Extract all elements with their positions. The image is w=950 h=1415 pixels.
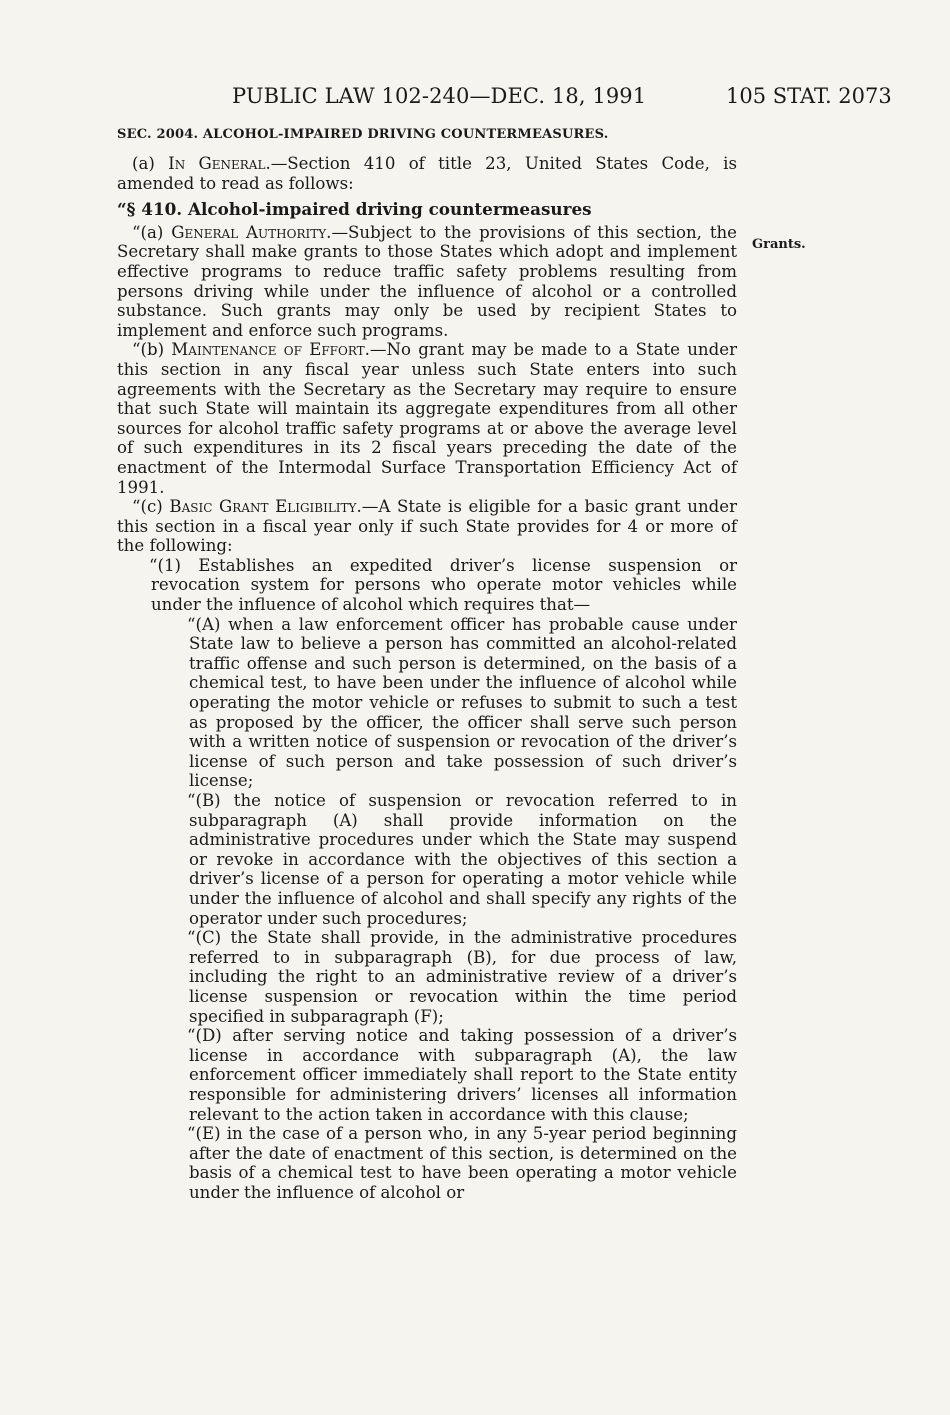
subparagraph-D-text: “(D) after serving notice and taking possession of a driver’s license in accordance with subparagraph (A), the law enforcement officer immediately shall report to the State entity responsible for administering drivers’ licenses all information relevant to the action taken in accordance with this clause; [187, 1026, 737, 1124]
section-410-heading: “§ 410. Alcohol-impaired driving countermeasures [117, 199, 592, 220]
subsection-c [117, 497, 737, 556]
subparagraph-B-text: “(B) the notice of suspension or revocation referred to in subparagraph (A) shall provide information on the administrative procedures under which the State may suspend or revoke in accordance with the objectives of this section a driver’s license of a person for operating a motor vehicle while under the influence of alcohol and shall specify any rights of the operator under such procedures; [187, 791, 737, 928]
running-header-page-number: 105 STAT. 2073 [726, 84, 892, 108]
subparagraph-A [117, 615, 737, 791]
subparagraph-D [117, 1026, 737, 1124]
subsection-b [117, 340, 737, 497]
subparagraph-C [117, 928, 737, 1026]
paragraph-a-open: (a) [132, 154, 169, 173]
subsection-a-text: .—Subject to the provisions of this section, the Secretary shall make grants to those States which adopt and implement effective programs to reduce traffic safety problems resulting from persons driving while under the influence of alcohol or a controlled substance. Such grants may only be used by recipient States to implement and enforce such programs. [117, 222, 737, 340]
subparagraph-B [117, 791, 737, 928]
subsection-b-text: .—No grant may be made to a State under this section in any fiscal year unless such State enters into such agreements with the Secretary as the Secretary may require to ensure that such State will maintain its aggregate expenditures from all other sources for alcohol traffic safety programs at or above the average level of such expenditures in its 2 fiscal years preceding the date of the enactment of the Intermodal Surface Transportation Efficiency Act of 1991. [117, 340, 737, 497]
subsection-a-open: “(a) [132, 222, 172, 242]
subsection-a [117, 223, 737, 341]
subsection-c-label: Basic Grant Eligibility [169, 497, 357, 517]
paragraph-1-text: “(1) Establishes an expedited driver’s license suspension or revocation system for persons who operate motor vehicles while under the influence of alcohol which requires that— [149, 555, 737, 615]
running-header-title: PUBLIC LAW 102-240—DEC. 18, 1991 [232, 84, 647, 108]
paragraph-a [117, 154, 737, 193]
body-text [117, 152, 737, 1202]
paragraph-1 [117, 556, 737, 615]
paragraph-a-text: .—Section 410 of title 23, United States Code, is amended to read as follows: [117, 154, 737, 193]
subsection-b-label: Maintenance of Effort [171, 340, 365, 360]
subsection-b-open: “(b) [132, 340, 172, 360]
subsection-c-text: .—A State is eligible for a basic grant under this section in a fiscal year only if such State provides for 4 or more of the following: [117, 497, 738, 556]
subsection-a-label: General Authority [171, 222, 327, 242]
paragraph-a-label: In General [168, 154, 266, 173]
subparagraph-C-text: “(C) the State shall provide, in the administrative procedures referred to in subparagraph (B), for due process of law, including the right to an administrative review of a driver’s license suspension or revocation within the time period specified in subparagraph (F); [187, 928, 737, 1026]
subsection-c-open: “(c) [132, 497, 170, 517]
subparagraph-A-text: “(A) when a law enforcement officer has probable cause under State law to believe a person has committed an alcohol-related traffic offense and such person is determined, on the basis of a chemical test, to have been under the influence of alcohol while operating the motor vehicle or refuses to submit to such a test as proposed by the officer, the officer shall serve such person with a written notice of suspension or revocation of the driver’s license of such person and take possession of such driver’s license; [187, 614, 737, 791]
subparagraph-E [117, 1124, 737, 1202]
subparagraph-E-text: “(E) in the case of a person who, in any 5-year period beginning after the date of enactment of this section, is determined on the basis of a chemical test to have been operating a motor vehicle under the influence of alcohol or [187, 1124, 737, 1202]
section-heading: SEC. 2004. ALCOHOL-IMPAIRED DRIVING COUNTERMEASURES. [117, 127, 609, 142]
margin-note: Grants. [752, 237, 806, 252]
